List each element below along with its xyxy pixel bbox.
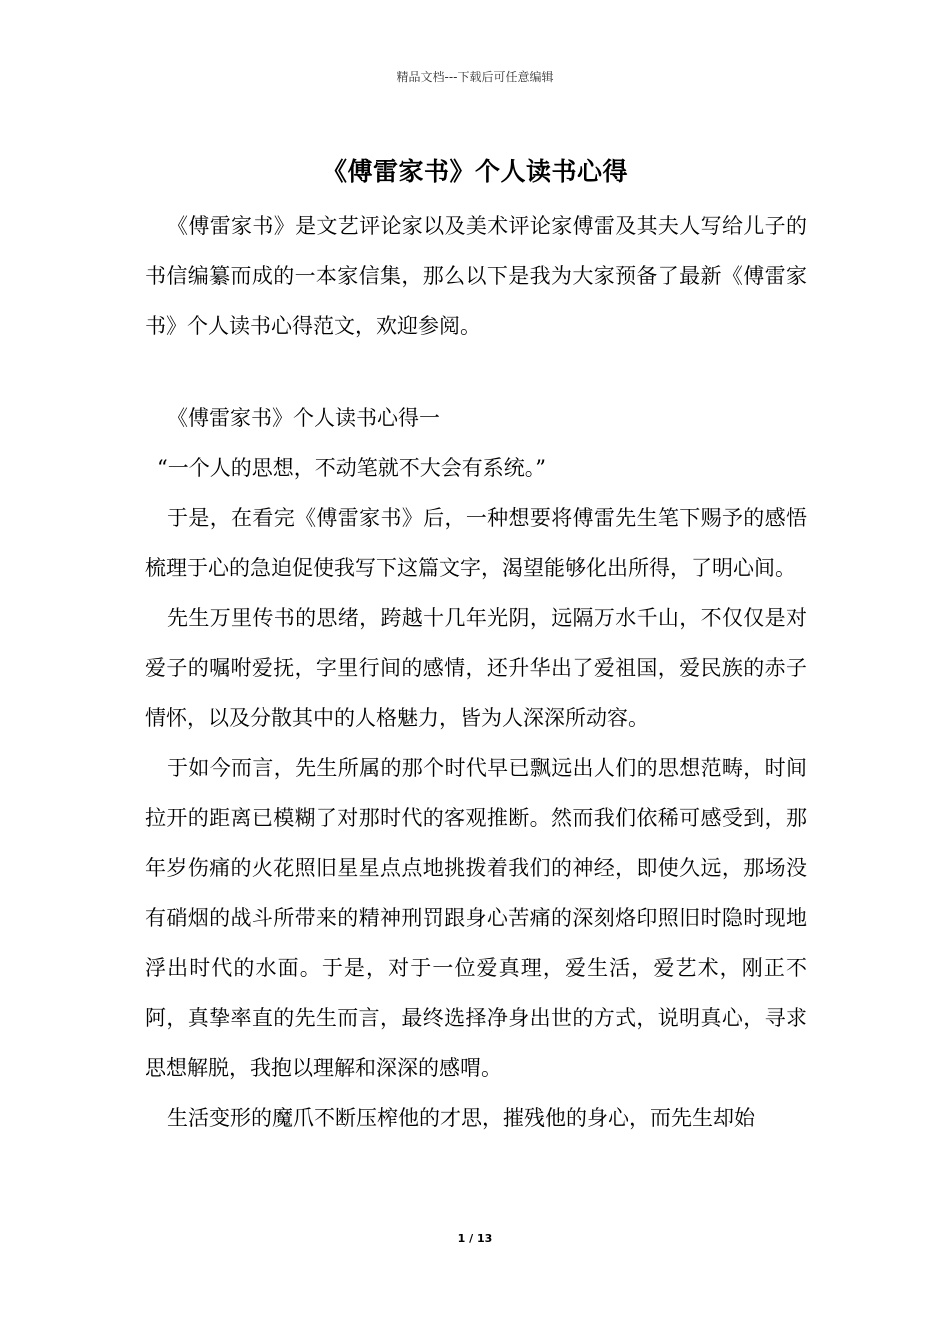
paragraph-gap bbox=[145, 351, 807, 393]
document-body bbox=[145, 201, 807, 1143]
body-paragraph-2: 先生万里传书的思绪，跨越十几年光阴，远隔万水千山，不仅仅是对爱子的嘱咐爱抚，字里行间的感情，还升华出了爱祖国，爱民族的赤子情怀，以及分散其中的人格魅力，皆为人深深所动容。 bbox=[145, 606, 807, 730]
document-title: 《傅雷家书》个人读书心得 bbox=[321, 157, 628, 186]
page-number: 1 / 13 bbox=[457, 1232, 493, 1245]
page-header: 精品文档---下载后可任意编辑 bbox=[396, 70, 554, 84]
body-paragraph-3: 于如今而言，先生所属的那个时代早已飘远出人们的思想范畴，时间拉开的距离已模糊了对那时代的客观推断。然而我们依稀可感受到，那年岁伤痛的火花照旧星星点点地挑拨着我们的神经，即使久远，那场没有硝烟的战斗所带来的精神刑罚跟身心苦痛的深刻烙印照旧时隐时现地浮出时代的水面。于是，对于一位爱真理，爱生活，爱艺术，刚正不阿，真挚率直的先生而言，最终选择净身出世的方式，说明真心，寻求思想解脱，我抱以理解和深深的感喟。 bbox=[145, 756, 807, 1080]
intro-paragraph: 《傅雷家书》是文艺评论家以及美术评论家傅雷及其夫人写给儿子的书信编纂而成的一本家信集，那么以下是我为大家预备了最新《傅雷家书》个人读书心得范文，欢迎参阅。 bbox=[145, 214, 807, 338]
section-heading: 《傅雷家书》个人读书心得一 bbox=[167, 406, 440, 430]
quote-paragraph: “一个人的思想，不动笔就不大会有系统。” bbox=[157, 456, 546, 480]
body-paragraph-1: 于是，在看完《傅雷家书》后，一种想要将傅雷先生笔下赐予的感悟梳理于心的急迫促使我写下这篇文字，渴望能够化出所得，了明心间。 bbox=[145, 506, 807, 580]
body-paragraph-4: 生活变形的魔爪不断压榨他的才思，摧残他的身心，而先生却始 bbox=[167, 1106, 755, 1130]
